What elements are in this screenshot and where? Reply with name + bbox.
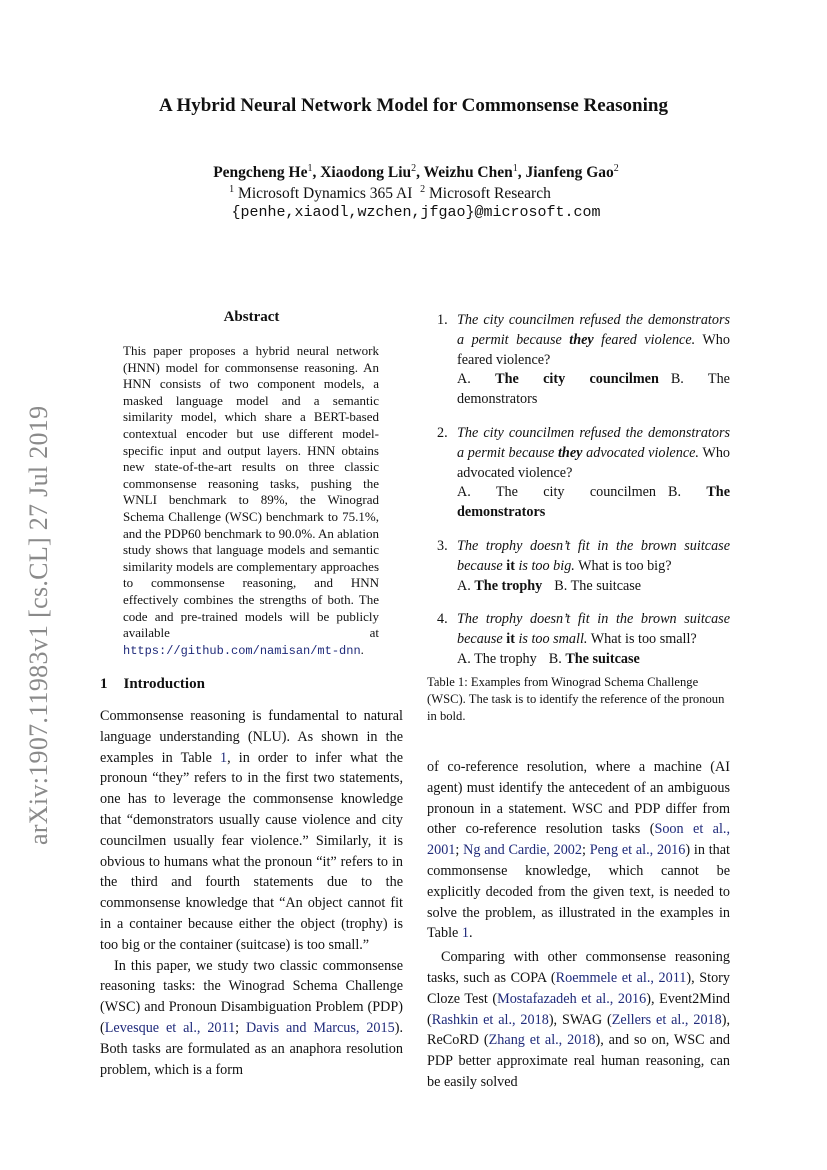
author-list: Pengcheng He$^1$, Xiaodong Liu$^2$, Weizhu Chen$^1$, Jianfeng Gao$^2$: [213, 163, 619, 181]
answer-b: The suitcase: [565, 650, 640, 667]
citation-link[interactable]: Rashkin et al., 2018: [431, 1011, 549, 1028]
section-heading: 1 Introduction: [100, 676, 205, 692]
table-caption: Table 1: Examples from Winograd Schema Challenge (WSC). The task is to identify the reference of the pronoun in bold.: [427, 675, 725, 723]
answer-a: The trophy: [474, 650, 537, 667]
answer-a: The city councilmen: [495, 371, 659, 388]
abstract-body: This paper proposes a hybrid neural network (HNN) model for commonsense reasoning. An HNN consists of two component models, a masked language model and a semantic similarity model, which share a BERT-based contextual encoder but use different model-specific input and output layers. HNN obtains new state-of-the-art results on three classic commonsense reasoning tasks, pushing the WNLI benchmark to 89%, the Winograd Schema Challenge (WSC) benchmark to 75.1%, and the PDP60 benchmark to 90.0%. An ablation study shows that language models and semantic similarity models are complementary approaches to commonsense reasoning, and HNN effectively combines the strengths of both. The code and pre-trained models will be publicly available at https://github.com/namisan/mt-dnn.: [123, 343, 379, 658]
left-column-body: [100, 706, 403, 1080]
pronoun: it: [506, 631, 515, 648]
answer-b: The suitcase: [570, 577, 642, 594]
citation-link[interactable]: Soon et al., 2001: [427, 821, 730, 859]
example-item: 1. The city councilmen refused the demonstrators a permit because they feared violence. Who feared violence? A. The city councilmen B. The demonstrators: [437, 312, 730, 408]
answer-a: The city councilmen: [495, 484, 657, 501]
paragraph: Commonsense reasoning is fundamental to natural language understanding (NLU). As shown in the examples in Table 1, in order to infer what the pronoun “they” refers to in the first two statements, one has to leverage the commonsense knowledge that “demonstrators usually cause violence and city councilmen usually fear violence.” Similarly, it is obvious to humans what the pronoun “it” refers to in the third and fourth statements due to the commonsense knowledge that “An object cannot fit in a container because either the object (trophy) is too big or the container (suitcase) is too small.”: [100, 708, 403, 953]
affiliation: Microsoft Dynamics 365 AI: [238, 185, 413, 202]
citation-link[interactable]: Zellers et al., 2018: [611, 1011, 722, 1028]
author-name: Pengcheng He: [213, 164, 308, 181]
answer-b: The demonstrators: [457, 484, 730, 521]
wsc-examples-list: [437, 311, 730, 684]
author-emails: {penhe,xiaodl,wzchen,jfgao}@microsoft.com: [231, 204, 601, 221]
affiliations: $^1$ Microsoft Dynamics 365 AI $^2$ Microsoft Research: [229, 184, 551, 202]
example-item: 3. The trophy doesn’t fit in the brown suitcase because it is too big. What is too big? A. The trophy B. The suitcase: [437, 537, 730, 594]
paragraph: Comparing with other commonsense reasoning tasks, such as COPA (Roemmele et al., 2011), Story Cloze Test (Mostafazadeh et al., 2016), Event2Mind (Rashkin et al., 2018), SWAG (Zellers et al., 2018), ReCoRD (Zhang et al., 2018), and so on, WSC and PDP better approximate real human reasoning, can be easily solved: [427, 949, 731, 1090]
right-column-body: [427, 757, 730, 1093]
citation-link[interactable]: Ng and Cardie, 2002: [463, 842, 582, 859]
citation-link[interactable]: Roemmele et al., 2011: [555, 969, 687, 986]
table-ref-link[interactable]: 1: [220, 749, 228, 766]
affiliation: Microsoft Research: [429, 185, 551, 202]
pronoun: it: [506, 557, 515, 574]
author-name: Jianfeng Gao: [525, 164, 614, 181]
citation-link[interactable]: Zhang et al., 2018: [488, 1032, 596, 1049]
arxiv-stamp: arXiv:1907.11983v1 [cs.CL] 27 Jul 2019: [24, 405, 53, 845]
citation-link[interactable]: Davis and Marcus, 2015: [246, 1019, 395, 1036]
paragraph: In this paper, we study two classic commonsense reasoning tasks: the Winograd Schema Challenge (WSC) and Pronoun Disambiguation Problem (PDP) (Levesque et al., 2011; Davis and Marcus, 2015). Both tasks are formulated as an anaphora resolution problem, which is a form: [100, 957, 403, 1078]
answer-b: The demonstrators: [457, 371, 730, 408]
citation-link[interactable]: Levesque et al., 2011: [104, 1019, 236, 1036]
answer-a: The trophy: [474, 577, 543, 594]
abstract-heading: Abstract: [223, 309, 280, 325]
paper-title: A Hybrid Neural Network Model for Commonsense Reasoning: [159, 95, 668, 116]
code-link[interactable]: https://github.com/namisan/mt-dnn: [123, 643, 361, 658]
pronoun: they: [569, 331, 594, 348]
pronoun: they: [557, 444, 583, 461]
citation-link[interactable]: Mostafazadeh et al., 2016: [497, 990, 647, 1007]
table-ref-link[interactable]: 1: [461, 925, 469, 942]
author-name: Xiaodong Liu: [320, 164, 412, 181]
paragraph: of co-reference resolution, where a machine (AI agent) must identify the antecedent of an ambiguous pronoun in a statement. WSC and PDP differ from other co-reference resolution tasks (Soon et al., 2001; Ng and Cardie, 2002; Peng et al., 2016) in that commonsense knowledge, which cannot be explicitly decoded from the given text, is needed to solve the problem, as illustrated in the examples in Table 1.: [427, 759, 730, 942]
citation-link[interactable]: Peng et al., 2016: [589, 842, 686, 859]
example-item: 2. The city councilmen refused the demonstrators a permit because they advocated violence. Who advocated violence? A. The city councilmen B. The demonstrators: [437, 424, 731, 521]
example-item: 4. The trophy doesn’t fit in the brown suitcase because it is too small. What is too small? A. The trophy B. The suitcase: [437, 611, 730, 667]
author-name: Weizhu Chen: [423, 164, 513, 181]
